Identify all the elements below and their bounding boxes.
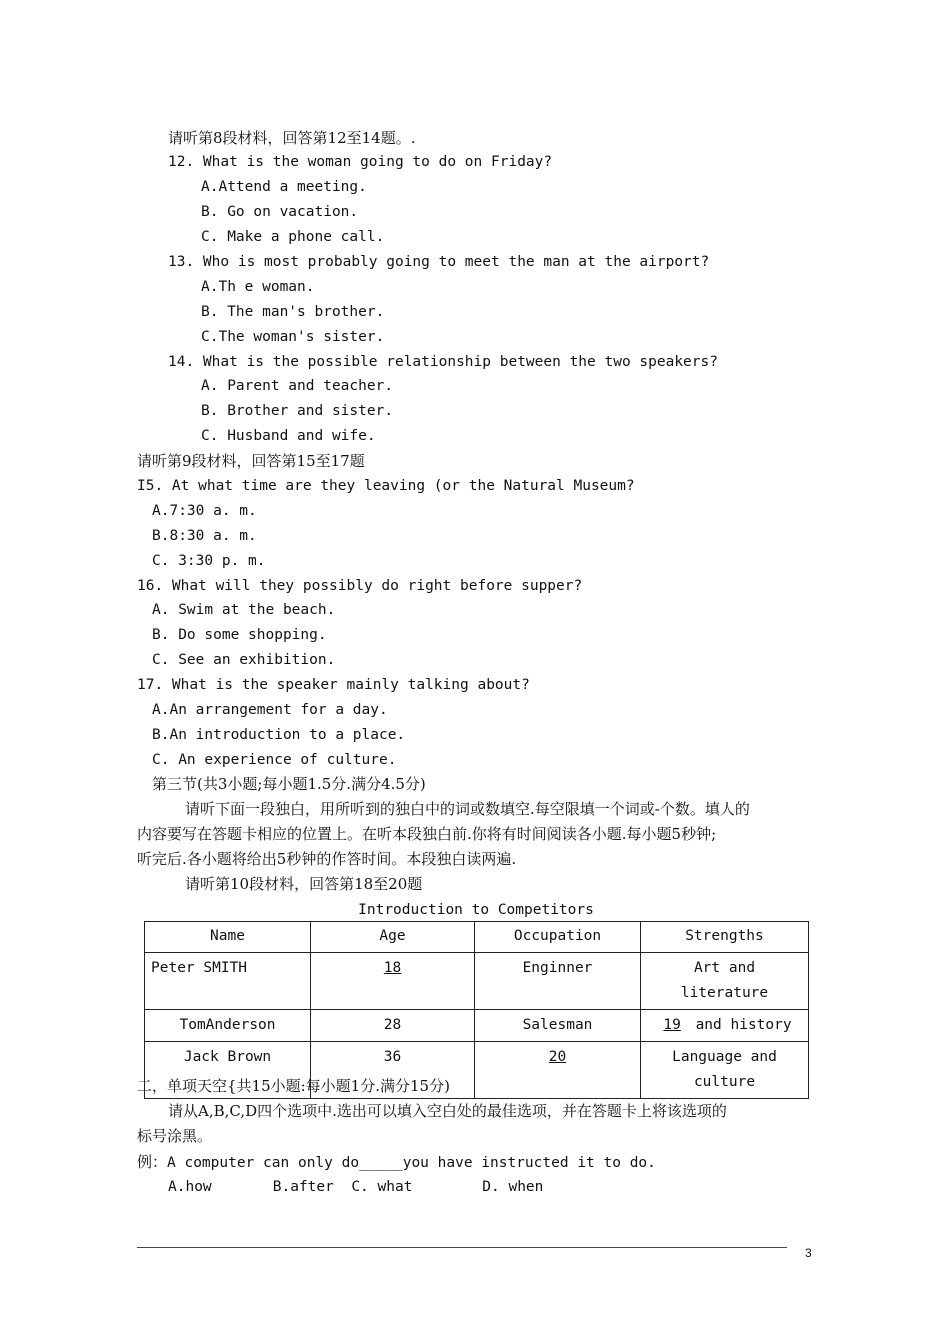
q17-stem: 17. What is the speaker mainly talking about? [137, 677, 530, 693]
table-row [145, 1010, 809, 1042]
cell-age: 36 [311, 1042, 475, 1099]
cell-strengths [641, 1010, 809, 1042]
section9-header: 请听第9段材料，回答第15至17题 [137, 452, 365, 470]
footer-divider [137, 1247, 787, 1248]
header-name: Name [145, 922, 311, 953]
example-options: A.how B.after C. what D. when [168, 1179, 544, 1195]
q14-option-a: A. Parent and teacher. [201, 378, 394, 394]
q12-stem: 12. What is the woman going to do on Friday? [168, 154, 553, 170]
cell-strengths [641, 953, 809, 1010]
q13-option-c: C.The woman's sister. [201, 329, 385, 345]
q15-option-c: C. 3:30 p. m. [152, 553, 266, 569]
cell-age: 28 [311, 1010, 475, 1042]
q14-option-b: B. Brother and sister. [201, 403, 394, 419]
q14-option-c: C. Husband and wife. [201, 428, 376, 444]
cell-name: Jack Brown [145, 1042, 311, 1099]
cell-name: TomAnderson [145, 1010, 311, 1042]
q13-option-a: A.Th e woman. [201, 279, 315, 295]
cell-strengths-line2: literature [680, 985, 769, 1001]
q15-stem: I5. At what time are they leaving (or the Natural Museum? [137, 478, 635, 494]
q14-stem: 14. What is the possible relationship between the two speakers? [168, 354, 718, 370]
part2-instruction-line2: 标号涂黑。 [137, 1127, 213, 1145]
cell-strengths [641, 1042, 809, 1099]
cell-occupation: Salesman [475, 1010, 641, 1042]
q12-option-a: A.Attend a meeting. [201, 179, 367, 195]
cell-strengths-line2: culture [693, 1074, 756, 1090]
header-occupation: Occupation [475, 922, 641, 953]
q17-option-a: A.An arrangement for a day. [152, 702, 388, 718]
q17-option-b: B.An introduction to a place. [152, 727, 406, 743]
cell-occupation: Enginner [475, 953, 641, 1010]
example-line [137, 1152, 656, 1173]
q15-option-b: B.8:30 a. m. [152, 528, 257, 544]
table-row [145, 953, 809, 1010]
part2-title: 二，单项天空{共15小题:每小题1分.满分15分) [137, 1077, 450, 1095]
q13-option-b: B. The man's brother. [201, 304, 385, 320]
blank-19: 19 [663, 1017, 681, 1033]
q16-stem: 16. What will they possibly do right before supper? [137, 578, 583, 594]
example-prefix: 例： [137, 1153, 168, 1171]
q12-option-b: B. Go on vacation. [201, 204, 359, 220]
part3-instruction-line1: 请听下面一段独白，用所听到的独白中的词或数填空.每空限填一个词或-个数。填人的 [185, 800, 750, 818]
table-header-row [145, 922, 809, 953]
q16-option-a: A. Swim at the beach. [152, 602, 336, 618]
header-strengths: Strengths [641, 922, 809, 953]
cell-strengths-line1: Art and [693, 960, 756, 976]
page-number: 3 [805, 1246, 812, 1260]
q17-option-c: C. An experience of culture. [152, 752, 397, 768]
section8-header: 请听第8段材料，回答第12至14题。. [168, 129, 416, 147]
cell-strengths-text: and history [686, 1017, 792, 1033]
cell-strengths-line1: Language and [672, 1049, 777, 1065]
q15-option-a: A.7:30 a. m. [152, 503, 257, 519]
part3-title: 第三节(共3小题;每小题1.5分.满分4.5分) [152, 775, 426, 793]
cell-age: 18 [383, 960, 402, 976]
blank-20: 20 [548, 1049, 567, 1065]
q12-option-c: C. Make a phone call. [201, 229, 385, 245]
header-age: Age [311, 922, 475, 953]
section10-header: 请听第10段材料，回答第18至20题 [185, 875, 423, 893]
example-sentence: A computer can only do_____you have instructed it to do. [167, 1155, 656, 1171]
q16-option-c: C. See an exhibition. [152, 652, 336, 668]
competitors-table [144, 921, 809, 1099]
cell-name: Peter SMITH [145, 953, 311, 1010]
q13-stem: 13. Who is most probably going to meet the man at the airport? [168, 254, 710, 270]
part3-instruction-line2: 内容要写在答题卡相应的位置上。在听本段独白前.你将有时间阅读各小题.每小题5秒钟; [137, 825, 717, 843]
q16-option-b: B. Do some shopping. [152, 627, 327, 643]
part3-instruction-line3: 听完后.各小题将给出5秒钟的作答时间。本段独白读两遍. [137, 850, 517, 868]
part2-instruction-line1: 请从A,B,C,D四个选项中.选出可以填入空白处的最佳选项，并在答题卡上将该选项的 [168, 1102, 727, 1120]
table-title: Introduction to Competitors [358, 902, 594, 918]
